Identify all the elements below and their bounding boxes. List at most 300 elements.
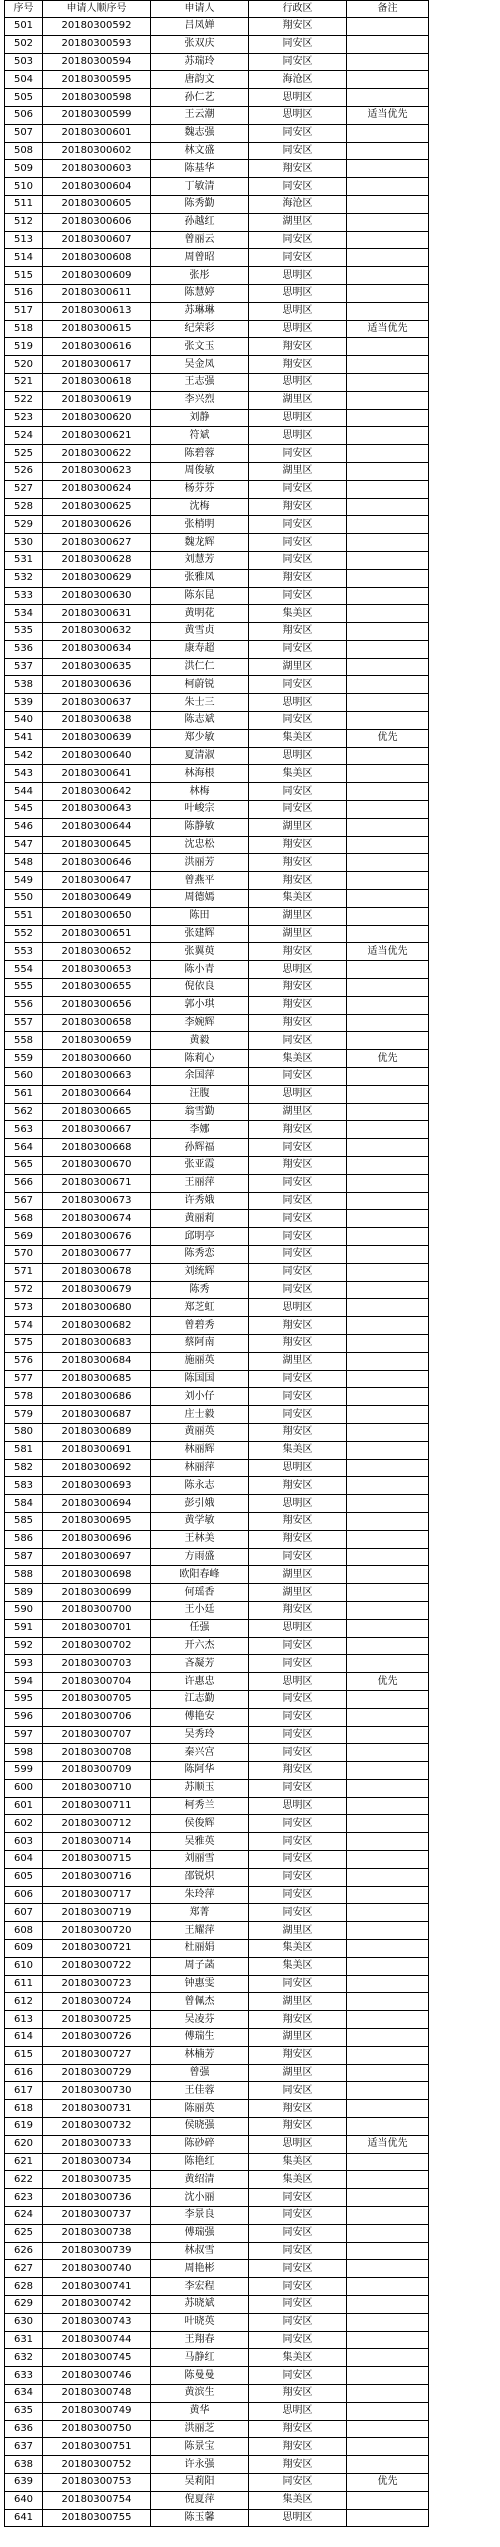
table-row: [5, 1548, 429, 1566]
table-row: [5, 1708, 429, 1726]
remark-cell: [347, 1779, 429, 1797]
table-row: [5, 729, 429, 747]
applicant-number-cell: 20180300617: [43, 356, 151, 374]
district-cell: 同安区: [249, 1904, 347, 1922]
district-cell: 集美区: [249, 2349, 347, 2367]
applicant-number-cell: 20180300708: [43, 1744, 151, 1762]
applicant-number-cell: 20180300751: [43, 2438, 151, 2456]
district-cell: 集美区: [249, 1957, 347, 1975]
table-row: [5, 1192, 429, 1210]
applicant-number-cell: 20180300739: [43, 2242, 151, 2260]
remark-cell: [347, 1904, 429, 1922]
serial-cell: 640: [5, 2491, 43, 2509]
table-row: [5, 1922, 429, 1940]
district-cell: 同安区: [249, 2473, 347, 2491]
district-cell: 湖里区: [249, 1584, 347, 1602]
serial-cell: 567: [5, 1192, 43, 1210]
remark-cell: [347, 391, 429, 409]
remark-cell: [347, 2100, 429, 2118]
district-cell: 翔安区: [249, 1762, 347, 1780]
remark-cell: [347, 712, 429, 730]
applicant-number-cell: 20180300594: [43, 53, 151, 71]
applicant-name-cell: 张建辉: [151, 925, 249, 943]
table-row: [5, 1726, 429, 1744]
remark-cell: [347, 818, 429, 836]
serial-cell: 618: [5, 2100, 43, 2118]
table-row: [5, 231, 429, 249]
table-row: [5, 605, 429, 623]
district-cell: 思明区: [249, 1797, 347, 1815]
applicant-name-cell: 周俊敏: [151, 462, 249, 480]
remark-cell: [347, 1886, 429, 1904]
district-cell: 湖里区: [249, 2064, 347, 2082]
table-row: [5, 2082, 429, 2100]
table-row: [5, 854, 429, 872]
district-cell: 同安区: [249, 445, 347, 463]
serial-cell: 612: [5, 1993, 43, 2011]
applicant-name-cell: 黄华: [151, 2402, 249, 2420]
applicant-number-cell: 20180300625: [43, 498, 151, 516]
district-cell: 同安区: [249, 2242, 347, 2260]
applicant-name-cell: 黄绍清: [151, 2171, 249, 2189]
serial-cell: 568: [5, 1210, 43, 1228]
remark-cell: [347, 1726, 429, 1744]
district-cell: 翔安区: [249, 979, 347, 997]
applicant-number-cell: 20180300716: [43, 1868, 151, 1886]
district-cell: 湖里区: [249, 658, 347, 676]
serial-cell: 528: [5, 498, 43, 516]
applicant-number-cell: 20180300624: [43, 480, 151, 498]
serial-cell: 509: [5, 160, 43, 178]
district-cell: 湖里区: [249, 1566, 347, 1584]
table-row: [5, 1068, 429, 1086]
remark-cell: [347, 195, 429, 213]
serial-cell: 522: [5, 391, 43, 409]
district-cell: 翔安区: [249, 2118, 347, 2136]
district-cell: 同安区: [249, 1655, 347, 1673]
applicant-list-sheet: [4, 0, 429, 2527]
serial-cell: 560: [5, 1068, 43, 1086]
district-cell: 同安区: [249, 1833, 347, 1851]
serial-cell: 544: [5, 783, 43, 801]
table-row: [5, 1566, 429, 1584]
remark-cell: [347, 1085, 429, 1103]
table-row: [5, 2189, 429, 2207]
district-cell: 思明区: [249, 1495, 347, 1513]
applicant-number-cell: 20180300603: [43, 160, 151, 178]
serial-cell: 539: [5, 694, 43, 712]
remark-cell: [347, 1281, 429, 1299]
applicant-name-cell: 刘小仔: [151, 1388, 249, 1406]
serial-cell: 606: [5, 1886, 43, 1904]
applicant-name-cell: 林丽萍: [151, 1459, 249, 1477]
applicant-name-cell: 王耀萍: [151, 1922, 249, 1940]
applicant-name-cell: 江志勤: [151, 1690, 249, 1708]
table-row: [5, 2153, 429, 2171]
applicant-name-cell: 庄士毅: [151, 1406, 249, 1424]
remark-cell: [347, 2278, 429, 2296]
serial-cell: 553: [5, 943, 43, 961]
district-cell: 同安区: [249, 1690, 347, 1708]
applicant-name-cell: 王林美: [151, 1530, 249, 1548]
table-row: [5, 1352, 429, 1370]
remark-cell: [347, 996, 429, 1014]
table-row: [5, 2064, 429, 2082]
remark-cell: [347, 1762, 429, 1780]
table-row: [5, 2100, 429, 2118]
remark-cell: [347, 1068, 429, 1086]
remark-cell: [347, 1352, 429, 1370]
serial-cell: 635: [5, 2402, 43, 2420]
applicant-number-cell: 20180300726: [43, 2029, 151, 2047]
serial-cell: 639: [5, 2473, 43, 2491]
applicant-name-cell: 苏琳琳: [151, 302, 249, 320]
serial-cell: 619: [5, 2118, 43, 2136]
serial-cell: 510: [5, 178, 43, 196]
applicant-number-cell: 20180300623: [43, 462, 151, 480]
table-row: [5, 338, 429, 356]
table-row: [5, 2242, 429, 2260]
remark-cell: [347, 142, 429, 160]
remark-cell: [347, 338, 429, 356]
table-row: [5, 2224, 429, 2242]
district-cell: 同安区: [249, 124, 347, 142]
applicant-number-cell: 20180300719: [43, 1904, 151, 1922]
applicant-name-cell: 钟惠雯: [151, 1975, 249, 1993]
applicant-number-cell: 20180300619: [43, 391, 151, 409]
table-row: [5, 1940, 429, 1958]
applicant-number-cell: 20180300714: [43, 1833, 151, 1851]
applicant-number-cell: 20180300698: [43, 1566, 151, 1584]
district-cell: 同安区: [249, 2313, 347, 2331]
serial-cell: 637: [5, 2438, 43, 2456]
serial-cell: 611: [5, 1975, 43, 1993]
applicant-number-cell: 20180300608: [43, 249, 151, 267]
applicant-number-cell: 20180300607: [43, 231, 151, 249]
applicant-name-cell: 林叔雪: [151, 2242, 249, 2260]
table-row: [5, 2029, 429, 2047]
applicant-name-cell: 许永强: [151, 2456, 249, 2474]
applicant-name-cell: 陈秀勤: [151, 195, 249, 213]
remark-cell: [347, 1619, 429, 1637]
applicant-number-cell: 20180300649: [43, 890, 151, 908]
serial-cell: 593: [5, 1655, 43, 1673]
serial-cell: 615: [5, 2046, 43, 2064]
serial-cell: 549: [5, 872, 43, 890]
applicant-name-cell: 李娜: [151, 1121, 249, 1139]
applicant-number-cell: 20180300606: [43, 213, 151, 231]
table-row: [5, 640, 429, 658]
remark-cell: [347, 801, 429, 819]
applicant-number-cell: 20180300598: [43, 89, 151, 107]
table-row: [5, 2349, 429, 2367]
remark-cell: [347, 2207, 429, 2225]
applicant-number-cell: 20180300653: [43, 961, 151, 979]
table-row: [5, 178, 429, 196]
remark-cell: [347, 1157, 429, 1175]
applicant-number-cell: 20180300622: [43, 445, 151, 463]
table-row: [5, 1014, 429, 1032]
remark-cell: [347, 356, 429, 374]
applicant-number-cell: 20180300615: [43, 320, 151, 338]
remark-cell: 适当优先: [347, 2135, 429, 2153]
serial-cell: 501: [5, 18, 43, 36]
applicant-number-cell: 20180300671: [43, 1174, 151, 1192]
applicant-number-cell: 20180300644: [43, 818, 151, 836]
applicant-number-cell: 20180300640: [43, 747, 151, 765]
applicant-name-cell: 吴秀玲: [151, 1726, 249, 1744]
applicant-name-cell: 魏龙辉: [151, 534, 249, 552]
district-cell: 同安区: [249, 1068, 347, 1086]
applicant-number-cell: 20180300613: [43, 302, 151, 320]
applicant-name-cell: 唐韵文: [151, 71, 249, 89]
applicant-name-cell: 黄雪贞: [151, 623, 249, 641]
table-row: [5, 2260, 429, 2278]
table-row: [5, 35, 429, 53]
district-cell: 翔安区: [249, 498, 347, 516]
applicant-number-cell: 20180300651: [43, 925, 151, 943]
table-row: [5, 2438, 429, 2456]
district-cell: 翔安区: [249, 1512, 347, 1530]
applicant-number-cell: 20180300641: [43, 765, 151, 783]
district-cell: 同安区: [249, 534, 347, 552]
applicant-number-cell: 20180300609: [43, 267, 151, 285]
remark-cell: [347, 2349, 429, 2367]
serial-cell: 517: [5, 302, 43, 320]
district-cell: 翔安区: [249, 18, 347, 36]
district-cell: 翔安区: [249, 569, 347, 587]
serial-cell: 597: [5, 1726, 43, 1744]
applicant-number-cell: 20180300652: [43, 943, 151, 961]
applicant-name-cell: 侯晓强: [151, 2118, 249, 2136]
serial-cell: 535: [5, 623, 43, 641]
table-row: [5, 302, 429, 320]
table-row: [5, 1637, 429, 1655]
applicant-number-cell: 20180300749: [43, 2402, 151, 2420]
district-cell: 同安区: [249, 1406, 347, 1424]
remark-cell: [347, 2438, 429, 2456]
district-cell: 翔安区: [249, 160, 347, 178]
remark-cell: [347, 1512, 429, 1530]
applicant-number-cell: 20180300634: [43, 640, 151, 658]
column-header-district: 行政区: [249, 1, 347, 18]
applicant-number-cell: 20180300655: [43, 979, 151, 997]
applicant-number-cell: 20180300738: [43, 2224, 151, 2242]
serial-cell: 576: [5, 1352, 43, 1370]
applicant-name-cell: 吝凝芳: [151, 1655, 249, 1673]
serial-cell: 571: [5, 1263, 43, 1281]
district-cell: 同安区: [249, 1726, 347, 1744]
table-row: [5, 712, 429, 730]
applicant-name-cell: 陈曼曼: [151, 2367, 249, 2385]
remark-cell: [347, 854, 429, 872]
remark-cell: [347, 284, 429, 302]
serial-cell: 570: [5, 1245, 43, 1263]
applicant-number-cell: 20180300592: [43, 18, 151, 36]
table-row: [5, 142, 429, 160]
district-cell: 思明区: [249, 2509, 347, 2527]
district-cell: 思明区: [249, 284, 347, 302]
table-row: [5, 1904, 429, 1922]
district-cell: 翔安区: [249, 872, 347, 890]
applicant-number-cell: 20180300748: [43, 2384, 151, 2402]
table-row: [5, 1210, 429, 1228]
table-row: [5, 1032, 429, 1050]
serial-cell: 598: [5, 1744, 43, 1762]
serial-cell: 573: [5, 1299, 43, 1317]
applicant-name-cell: 刘慧芳: [151, 551, 249, 569]
table-row: [5, 1744, 429, 1762]
remark-cell: [347, 1388, 429, 1406]
table-row: [5, 1868, 429, 1886]
applicant-number-cell: 20180300593: [43, 35, 151, 53]
table-row: [5, 783, 429, 801]
applicant-number-cell: 20180300639: [43, 729, 151, 747]
district-cell: 同安区: [249, 1815, 347, 1833]
district-cell: 同安区: [249, 2367, 347, 2385]
applicant-name-cell: 夏清淑: [151, 747, 249, 765]
table-row: [5, 1779, 429, 1797]
applicant-name-cell: 王小廷: [151, 1601, 249, 1619]
applicant-name-cell: 黄丽莉: [151, 1210, 249, 1228]
district-cell: 思明区: [249, 2402, 347, 2420]
applicant-name-cell: 方雨盛: [151, 1548, 249, 1566]
table-row: [5, 356, 429, 374]
remark-cell: [347, 1993, 429, 2011]
applicant-number-cell: 20180300731: [43, 2100, 151, 2118]
applicant-name-cell: 曾佩杰: [151, 1993, 249, 2011]
table-row: [5, 1477, 429, 1495]
remark-cell: [347, 2402, 429, 2420]
district-cell: 同安区: [249, 516, 347, 534]
applicant-name-cell: 刘统辉: [151, 1263, 249, 1281]
table-row: [5, 747, 429, 765]
applicant-name-cell: 孙仁艺: [151, 89, 249, 107]
district-cell: 思明区: [249, 427, 347, 445]
remark-cell: [347, 1228, 429, 1246]
district-cell: 同安区: [249, 1245, 347, 1263]
applicant-name-cell: 秦兴宫: [151, 1744, 249, 1762]
serial-cell: 518: [5, 320, 43, 338]
applicant-name-cell: 马静红: [151, 2349, 249, 2367]
serial-cell: 529: [5, 516, 43, 534]
remark-cell: [347, 587, 429, 605]
applicant-name-cell: 开六杰: [151, 1637, 249, 1655]
table-row: [5, 2011, 429, 2029]
applicant-name-cell: 杜丽娟: [151, 1940, 249, 1958]
serial-cell: 540: [5, 712, 43, 730]
applicant-number-cell: 20180300678: [43, 1263, 151, 1281]
district-cell: 思明区: [249, 267, 347, 285]
applicant-number-cell: 20180300725: [43, 2011, 151, 2029]
applicant-number-cell: 20180300636: [43, 676, 151, 694]
district-cell: 集美区: [249, 729, 347, 747]
table-row: [5, 961, 429, 979]
applicant-number-cell: 20180300715: [43, 1851, 151, 1869]
applicant-name-cell: 陈丽英: [151, 2100, 249, 2118]
district-cell: 思明区: [249, 1299, 347, 1317]
table-row: [5, 71, 429, 89]
remark-cell: [347, 71, 429, 89]
remark-cell: [347, 2456, 429, 2474]
remark-cell: [347, 2011, 429, 2029]
table-row: [5, 623, 429, 641]
remark-cell: [347, 1530, 429, 1548]
applicant-number-cell: 20180300707: [43, 1726, 151, 1744]
remark-cell: [347, 534, 429, 552]
district-cell: 同安区: [249, 712, 347, 730]
serial-cell: 608: [5, 1922, 43, 1940]
table-row: [5, 1459, 429, 1477]
applicant-name-cell: 叶晓英: [151, 2313, 249, 2331]
remark-cell: [347, 1744, 429, 1762]
applicant-name-cell: 陈田: [151, 907, 249, 925]
serial-cell: 587: [5, 1548, 43, 1566]
applicant-number-cell: 20180300605: [43, 195, 151, 213]
table-row: [5, 818, 429, 836]
applicant-name-cell: 陈莉心: [151, 1050, 249, 1068]
serial-cell: 616: [5, 2064, 43, 2082]
applicant-name-cell: 张雅凤: [151, 569, 249, 587]
table-row: [5, 2384, 429, 2402]
applicant-number-cell: 20180300704: [43, 1673, 151, 1691]
applicant-number-cell: 20180300710: [43, 1779, 151, 1797]
applicant-number-cell: 20180300670: [43, 1157, 151, 1175]
district-cell: 翔安区: [249, 2420, 347, 2438]
remark-cell: [347, 1245, 429, 1263]
district-cell: 同安区: [249, 801, 347, 819]
applicant-name-cell: 陈国国: [151, 1370, 249, 1388]
table-row: [5, 1530, 429, 1548]
applicant-name-cell: 张亚霞: [151, 1157, 249, 1175]
remark-cell: [347, 836, 429, 854]
remark-cell: 适当优先: [347, 943, 429, 961]
remark-cell: [347, 1459, 429, 1477]
remark-cell: [347, 1174, 429, 1192]
applicant-number-cell: 20180300621: [43, 427, 151, 445]
district-cell: 翔安区: [249, 1121, 347, 1139]
table-row: [5, 2509, 429, 2527]
table-row: [5, 53, 429, 71]
applicant-number-cell: 20180300656: [43, 996, 151, 1014]
applicant-name-cell: 叶峻宗: [151, 801, 249, 819]
applicant-number-cell: 20180300664: [43, 1085, 151, 1103]
remark-cell: 适当优先: [347, 106, 429, 124]
serial-cell: 630: [5, 2313, 43, 2331]
district-cell: 同安区: [249, 783, 347, 801]
table-row: [5, 1228, 429, 1246]
table-row: [5, 2331, 429, 2349]
applicant-number-cell: 20180300741: [43, 2278, 151, 2296]
remark-cell: [347, 480, 429, 498]
applicant-number-cell: 20180300630: [43, 587, 151, 605]
applicant-number-cell: 20180300650: [43, 907, 151, 925]
applicant-number-cell: 20180300746: [43, 2367, 151, 2385]
applicant-number-cell: 20180300632: [43, 623, 151, 641]
serial-cell: 548: [5, 854, 43, 872]
applicant-name-cell: 陈景宝: [151, 2438, 249, 2456]
serial-cell: 617: [5, 2082, 43, 2100]
applicant-name-cell: 陈静敏: [151, 818, 249, 836]
serial-cell: 519: [5, 338, 43, 356]
serial-cell: 507: [5, 124, 43, 142]
applicant-name-cell: 王佳蓉: [151, 2082, 249, 2100]
serial-cell: 561: [5, 1085, 43, 1103]
applicant-name-cell: 林梅: [151, 783, 249, 801]
remark-cell: [347, 2029, 429, 2047]
applicant-name-cell: 余国萍: [151, 1068, 249, 1086]
serial-cell: 527: [5, 480, 43, 498]
